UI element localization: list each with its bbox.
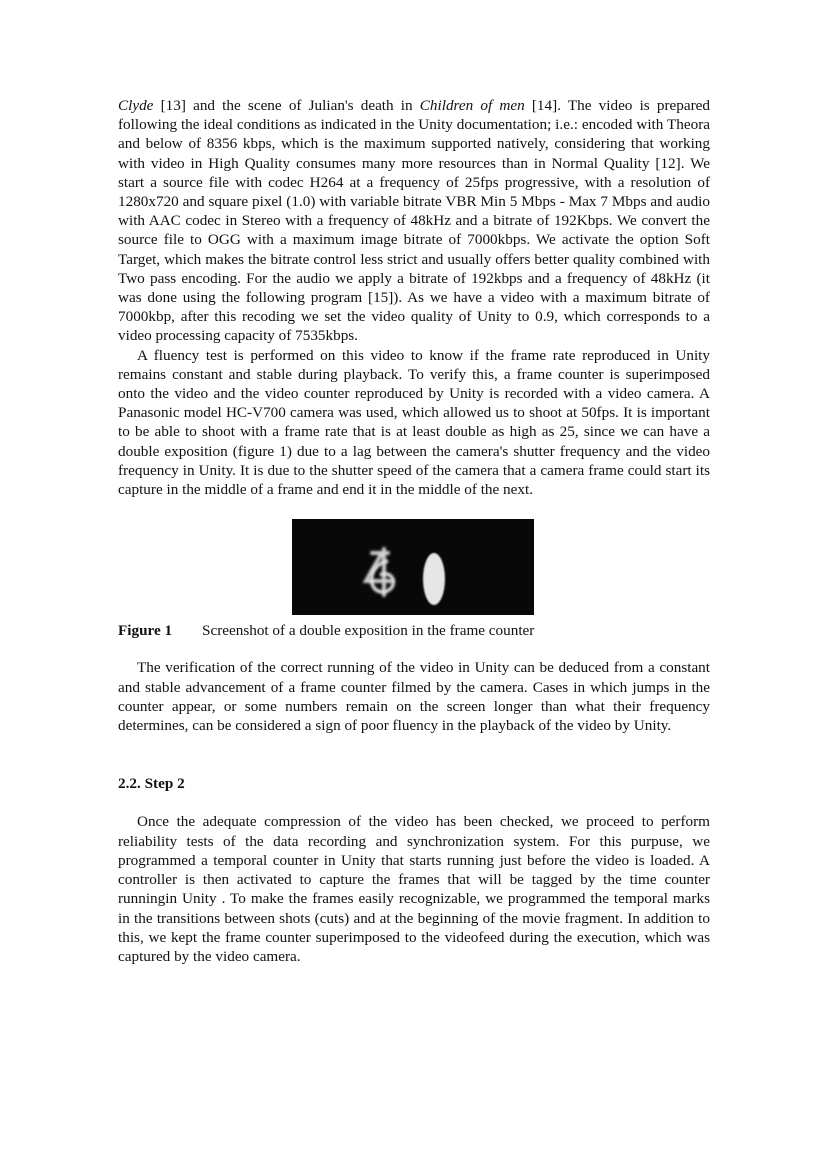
paragraph-3: The verification of the correct running of the video in Unity can be deduced from a constant and stable advancement of a frame counter filmed by the camera. Cases in which jumps in the counter appear, or some numbers remain on the screen longer than what their frequency determines, can be considered a sign of poor fluency in the playback of the video by Unity.: [118, 659, 710, 735]
document-page: [118, 96, 710, 966]
paragraph-2: A fluency test is performed on this video to know if the frame rate reproduced in Unity remains constant and stable during playback. To verify this, a frame counter is superimposed onto the video and the video counter reproduced by Unity is recorded with a video camera. A Panasonic model HC-V700 camera was used, which allowed us to shoot at 50fps. It is important to be able to shoot with a frame rate that is at least double as high as 25, since we can have a double exposition (figure 1) due to a lag between the camera's shutter frequency and the video frequency in Unity. It is due to the shutter speed of the camera that a camera frame could start its capture in the middle of a frame and end it in the middle of the next.: [118, 346, 710, 499]
paragraph-4: Once the adequate compression of the video has been checked, we proceed to perform reliability tests of the data recording and synchronization system. For this purpuse, we programmed a temporal counter in Unity that starts running just before the video is loaded. A controller is then activated to capture the frames that will be tagged by the time counter runningin Unity . To make the frames easily recognizable, we programmed the temporal marks in the transitions between shots (cuts) and at the beginning of the movie fragment. In addition to this, we kept the frame counter superimposed to the videofeed during the execution, which was captured by the video camera.: [118, 813, 710, 965]
paragraph-1-text-a: [13] and the scene of Julian's death in: [153, 97, 420, 114]
paragraph-1-text-b: [14]. The video is prepared following the ideal conditions as indicated in the Unity documentation; i.e.: encoded with Theora and below of 8356 kbps, which is the maximum supported natively, considering that working with video in High Quality consumes many more resources than in Normal Quality [12]. We start a source file with codec H264 at a frequency of 25fps progressive, with a resolution of 1280x720 and square pixel (1.0) with variable bitrate VBR Min 5 Mbps - Max 7 Mbps and audio with AAC codec in Stereo with a frequency of 48kHz and a bitrate of 192Kbps. We convert the source file to OGG with a maximum image bitrate of 7000kbps. We activate the option Soft Target, which makes the bitrate control less strict and usually offers better quality combined with Two pass encoding. For the audio we apply a bitrate of 192kbps and a frequency of 48kHz (it was done using the following program [15]). As we have a video with a maximum bitrate of 7000kbp, after this recoding we set the video quality of Unity to 0.9, which corresponds to a video processing capacity of 7535kbps.: [118, 97, 710, 345]
film-title-children-of-men: Children of men: [419, 97, 525, 114]
figure-1-caption-text: Screenshot of a double exposition in the frame counter: [202, 622, 535, 640]
figure-1-image: [292, 519, 534, 615]
paragraph-1: [118, 96, 710, 346]
film-title-clyde: Clyde: [118, 97, 154, 114]
figure-1-caption: [118, 621, 710, 640]
double-exposure-frame-counter-image: [292, 519, 534, 615]
section-heading-step-2: 2.2. Step 2: [118, 775, 185, 793]
figure-1-label: Figure 1: [118, 622, 173, 640]
figure-1: [118, 519, 710, 615]
